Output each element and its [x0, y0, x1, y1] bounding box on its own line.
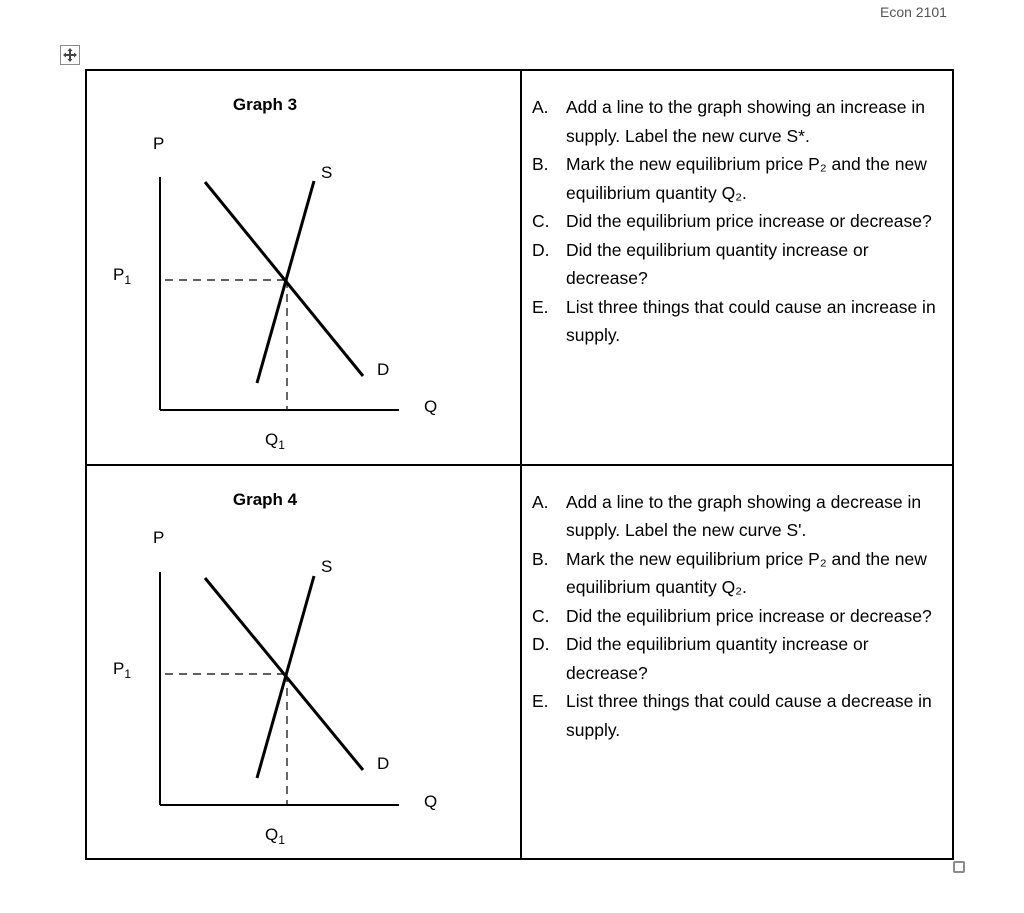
list-item: A. Add a line to the graph showing an increase in supply. Label the new curve S*. [532, 97, 925, 146]
table-resize-handle[interactable] [953, 861, 965, 873]
p-axis-label: P [153, 134, 165, 153]
list-item: D. Did the equilibrium quantity increase or decrease? [532, 239, 869, 288]
table-row [86, 70, 953, 465]
q1-label: $Q_1$ [265, 824, 285, 847]
list-item: C. Did the equilibrium price increase or decrease? [532, 211, 932, 231]
graph-4-tasks-cell [521, 465, 953, 860]
list-item: E. List three things that could cause an increase in supply. [532, 296, 936, 345]
worksheet-table [85, 69, 954, 860]
graph-4-cell [86, 465, 521, 860]
table-row [86, 465, 953, 860]
p1-label: $P_1$ [113, 265, 132, 287]
list-item: C. Did the equilibrium price increase or decrease? [532, 605, 932, 626]
list-item: B. Mark the new equilibrium price P₂ and the new equilibrium quantity Q₂. [532, 154, 927, 203]
graph-title: Graph 4 [232, 489, 298, 509]
supply-demand-graph-3 [87, 71, 520, 467]
supply-label: S [321, 163, 333, 182]
q-axis-label: Q [424, 397, 438, 416]
task-list [532, 488, 944, 745]
demand-label: D [377, 753, 390, 773]
list-item: E. List three things that could cause a decrease in supply. [532, 691, 932, 740]
demand-curve [205, 182, 363, 376]
course-header: Econ 2101 [880, 4, 947, 20]
p-axis-label: P [153, 527, 165, 547]
graph-title: Graph 3 [232, 95, 298, 114]
graph-3-cell [86, 70, 521, 465]
p1-label: $P_1$ [113, 658, 132, 681]
list-item: A. Add a line to the graph showing a decrease in supply. Label the new curve S'. [532, 491, 922, 540]
q1-label: $Q_1$ [265, 430, 285, 452]
task-list [532, 93, 944, 350]
q-axis-label: Q [424, 791, 438, 811]
list-item: B. Mark the new equilibrium price P₂ and the new equilibrium quantity Q₂. [532, 548, 927, 597]
graph-3-tasks-cell [521, 70, 953, 465]
demand-label: D [377, 360, 390, 379]
supply-label: S [321, 556, 333, 576]
supply-demand-graph-4 [87, 466, 520, 861]
table-move-handle[interactable] [60, 45, 80, 65]
move-icon [63, 48, 77, 62]
list-item: D. Did the equilibrium quantity increase or decrease? [532, 634, 869, 683]
